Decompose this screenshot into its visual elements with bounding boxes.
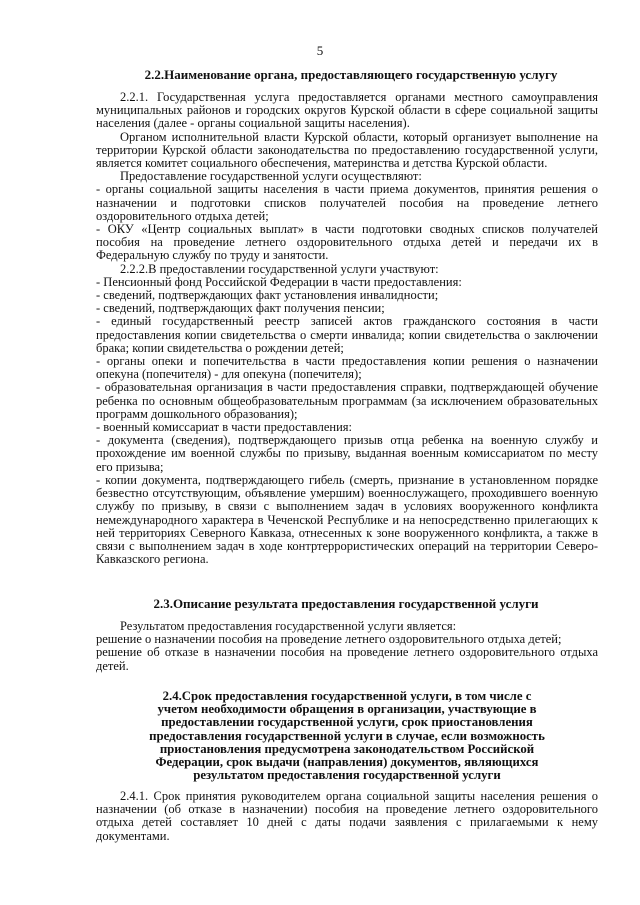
paragraph: Органом исполнительной власти Курской области, который организует выполнение на территории Курской области законодательства по предоставлению государственной услуги, является комитет социального обеспечения, материнства и детства Курской области. [96, 129, 598, 171]
title-line: 2.4.Срок предоставления государственной услуги, в том числе с [162, 689, 532, 703]
paragraph: Результатом предоставления государственной услуги является: [120, 619, 457, 633]
paragraph: - документа (сведения), подтверждающего призыв отца ребенка на военную службу и прохождение им военной службы по призыву, выданная военным комиссариатом по месту его призыва; [96, 433, 598, 474]
paragraph: - органы социальной защиты населения в части приема документов, принятия решения о назначении и подготовки списков получателей пособия на проведение летнего оздоровительного отдыха детей; [96, 182, 598, 223]
section-2-3-title: 2.3.Описание результата предоставления государственной услуги [153, 596, 539, 611]
title-line: предоставлении государственной услуги, срок приостановления [161, 715, 533, 730]
paragraph: - Пенсионный фонд Российской Федерации в части предоставления: [96, 274, 462, 289]
paragraph: решение об отказе в назначении пособия на проведение летнего оздоровительного отдыха детей. [96, 645, 598, 673]
paragraph: 2.4.1. Срок принятия руководителем органа социальной защиты населения решения о назначении (об отказе в назначении) пособия на проведение летнего оздоровительного отдыха детей составляет 10 дней с даты подачи заявления с прилагаемыми к нему документами. [96, 789, 598, 843]
paragraph: - копии документа, подтверждающего гибель (смерть, признание в установленном порядке безвестно отсутствующим, объявление умершим) военнослужащего, проходившего военную службу по призыву, в связи с выполнением задач в условиях вооруженного конфликта немеждународного характера в Чеченской Республике и на непосредственно прилегающих к ней территориях Северного Кавказа, отнесенных к зоне вооруженного конфликта, а также в связи с выполнением задач в ходе контртеррористических операций на территории Северо-Кавказского региона. [96, 472, 598, 567]
title-line: учетом необходимости обращения в организации, участвующие в [157, 702, 537, 717]
paragraph: Предоставление государственной услуги осуществляют: [120, 169, 422, 184]
title-line: приостановления предусмотрена законодательством Российской [159, 741, 535, 756]
paragraph: - ОКУ «Центр социальных выплат» в части подготовки сводных списков получателей пособия на проведение летнего оздоровительного отдыха детей и передачи их в Федеральную службу по труду и занятости. [96, 222, 598, 263]
paragraph: - органы опеки и попечительства в части предоставления копии решения о назначении опекуна (попечителя) - для опекуна (попечителя); [96, 354, 598, 382]
page-number: 5 [316, 43, 324, 58]
paragraph: - сведений, подтверждающих факт получения пенсии; [96, 301, 385, 316]
paragraph: - сведений, подтверждающих факт установления инвалидности; [96, 288, 439, 303]
section-2-2-title: 2.2.Наименование органа, предоставляющего государственную услугу [144, 67, 558, 82]
paragraph: 2.2.1. Государственная услуга предоставляется органами местного самоуправления муниципальных районов и городских округов Курской области в сфере социальной защиты населения (далее - органы социальной защиты населения). [96, 90, 598, 131]
title-line: результатом предоставления государственной услуги [193, 768, 501, 783]
paragraph: 2.2.2.В предоставлении государственной услуги участвуют: [120, 261, 439, 276]
section-2-4-body [96, 790, 598, 843]
paragraph: - единый государственный реестр записей актов гражданского состояния в части предоставления копии свидетельства о смерти инвалида; копии свидетельства о заключении брака; копии свидетельства о рождении детей; [96, 314, 598, 355]
paragraph: - военный комиссариат в части предоставления: [96, 420, 353, 435]
section-2-3-body [96, 620, 598, 673]
paragraph: - образовательная организация в части предоставления справки, подтверждающей обучение ребенка по основным общеобразовательным программам (за исключением образовательных программ дошкольного образования); [96, 380, 598, 421]
title-line: Федерации, срок выдачи (направления) документов, являющихся [155, 755, 539, 770]
section-2-4-title [96, 690, 598, 782]
paragraph: решение о назначении пособия на проведение летнего оздоровительного отдыха детей; [96, 632, 562, 647]
section-2-2-body [96, 91, 598, 566]
title-line: предоставления государственной услуги в случае, если возможность [149, 728, 545, 743]
